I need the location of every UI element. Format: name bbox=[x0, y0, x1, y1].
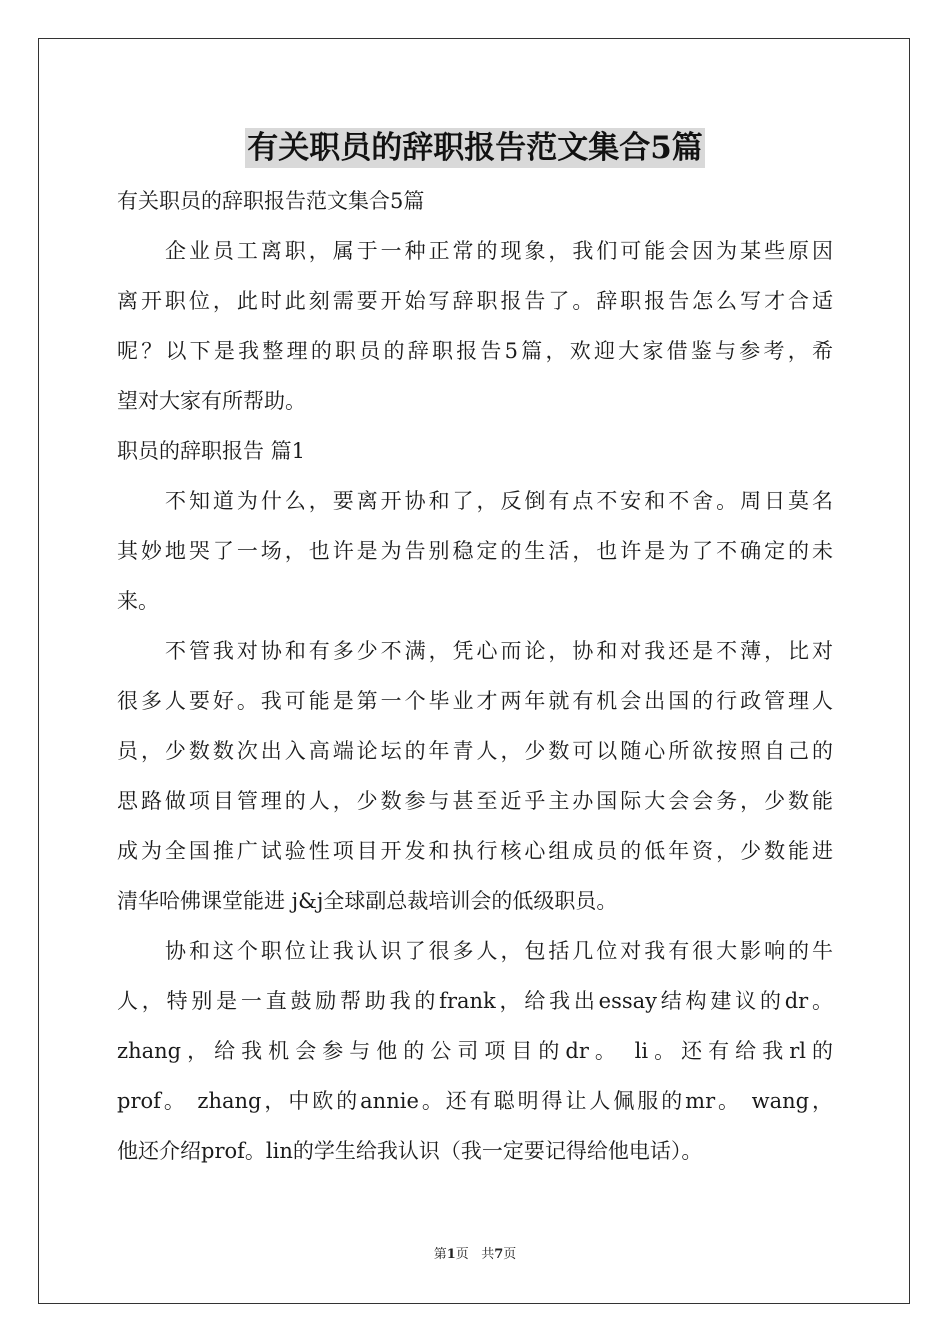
footer-total-prefix: 共 bbox=[481, 1247, 495, 1262]
text-line: zhang，给我机会参与他的公司项目的dr。 li。还有给我rl的 bbox=[117, 1039, 833, 1063]
text-line: 望对大家有所帮助。 bbox=[117, 389, 306, 413]
text-line: 思路做项目管理的人，少数参与甚至近乎主办国际大会会务，少数能 bbox=[117, 789, 833, 813]
text-line: 离开职位，此时此刻需要开始写辞职报告了。辞职报告怎么写才合适 bbox=[117, 289, 833, 313]
text-line: 其妙地哭了一场，也许是为告别稳定的生活，也许是为了不确定的未 bbox=[117, 539, 833, 563]
text-line: 员，少数数次出入高端论坛的年青人，少数可以随心所欲按照自己的 bbox=[117, 739, 833, 763]
footer-page-prefix: 第 bbox=[433, 1247, 447, 1262]
text-line: 很多人要好。我可能是第一个毕业才两年就有机会出国的行政管理人 bbox=[117, 689, 833, 713]
text-line: 不知道为什么，要离开协和了，反倒有点不安和不舍。周日莫名 bbox=[165, 489, 833, 513]
footer-page-suffix: 页 bbox=[455, 1247, 469, 1262]
page-footer bbox=[0, 1245, 950, 1265]
text-line: 呢？以下是我整理的职员的辞职报告5篇，欢迎大家借鉴与参考，希 bbox=[117, 339, 833, 363]
document-body bbox=[117, 176, 833, 1176]
text-line: 清华哈佛课堂能进 j&j全球副总裁培训会的低级职员。 bbox=[117, 889, 618, 913]
text-line: 不管我对协和有多少不满，凭心而论，协和对我还是不薄，比对 bbox=[165, 639, 833, 663]
text-line: 协和这个职位让我认识了很多人，包括几位对我有很大影响的牛 bbox=[165, 939, 833, 963]
title-container bbox=[0, 128, 950, 168]
text-line: 他还介绍prof。lin的学生给我认识（我一定要记得给他电话）。 bbox=[117, 1139, 703, 1163]
footer-total-pages: 7 bbox=[494, 1247, 504, 1262]
text-line: prof。 zhang，中欧的annie。还有聪明得让人佩服的mr。 wang， bbox=[117, 1089, 833, 1113]
text-line: 成为全国推广试验性项目开发和执行核心组成员的低年资，少数能进 bbox=[117, 839, 833, 863]
text-line: 人，特别是一直鼓励帮助我的frank，给我出essay结构建议的dr。 bbox=[117, 989, 833, 1013]
text-line: 有关职员的辞职报告范文集合5篇 bbox=[117, 189, 425, 213]
document-title: 有关职员的辞职报告范文集合5篇 bbox=[247, 130, 703, 166]
footer-total-suffix: 页 bbox=[503, 1247, 517, 1262]
text-line: 企业员工离职，属于一种正常的现象，我们可能会因为某些原因 bbox=[165, 239, 833, 263]
text-line: 职员的辞职报告 篇1 bbox=[117, 439, 306, 463]
text-line: 来。 bbox=[117, 589, 159, 613]
footer-page-number: 1 bbox=[446, 1247, 456, 1262]
